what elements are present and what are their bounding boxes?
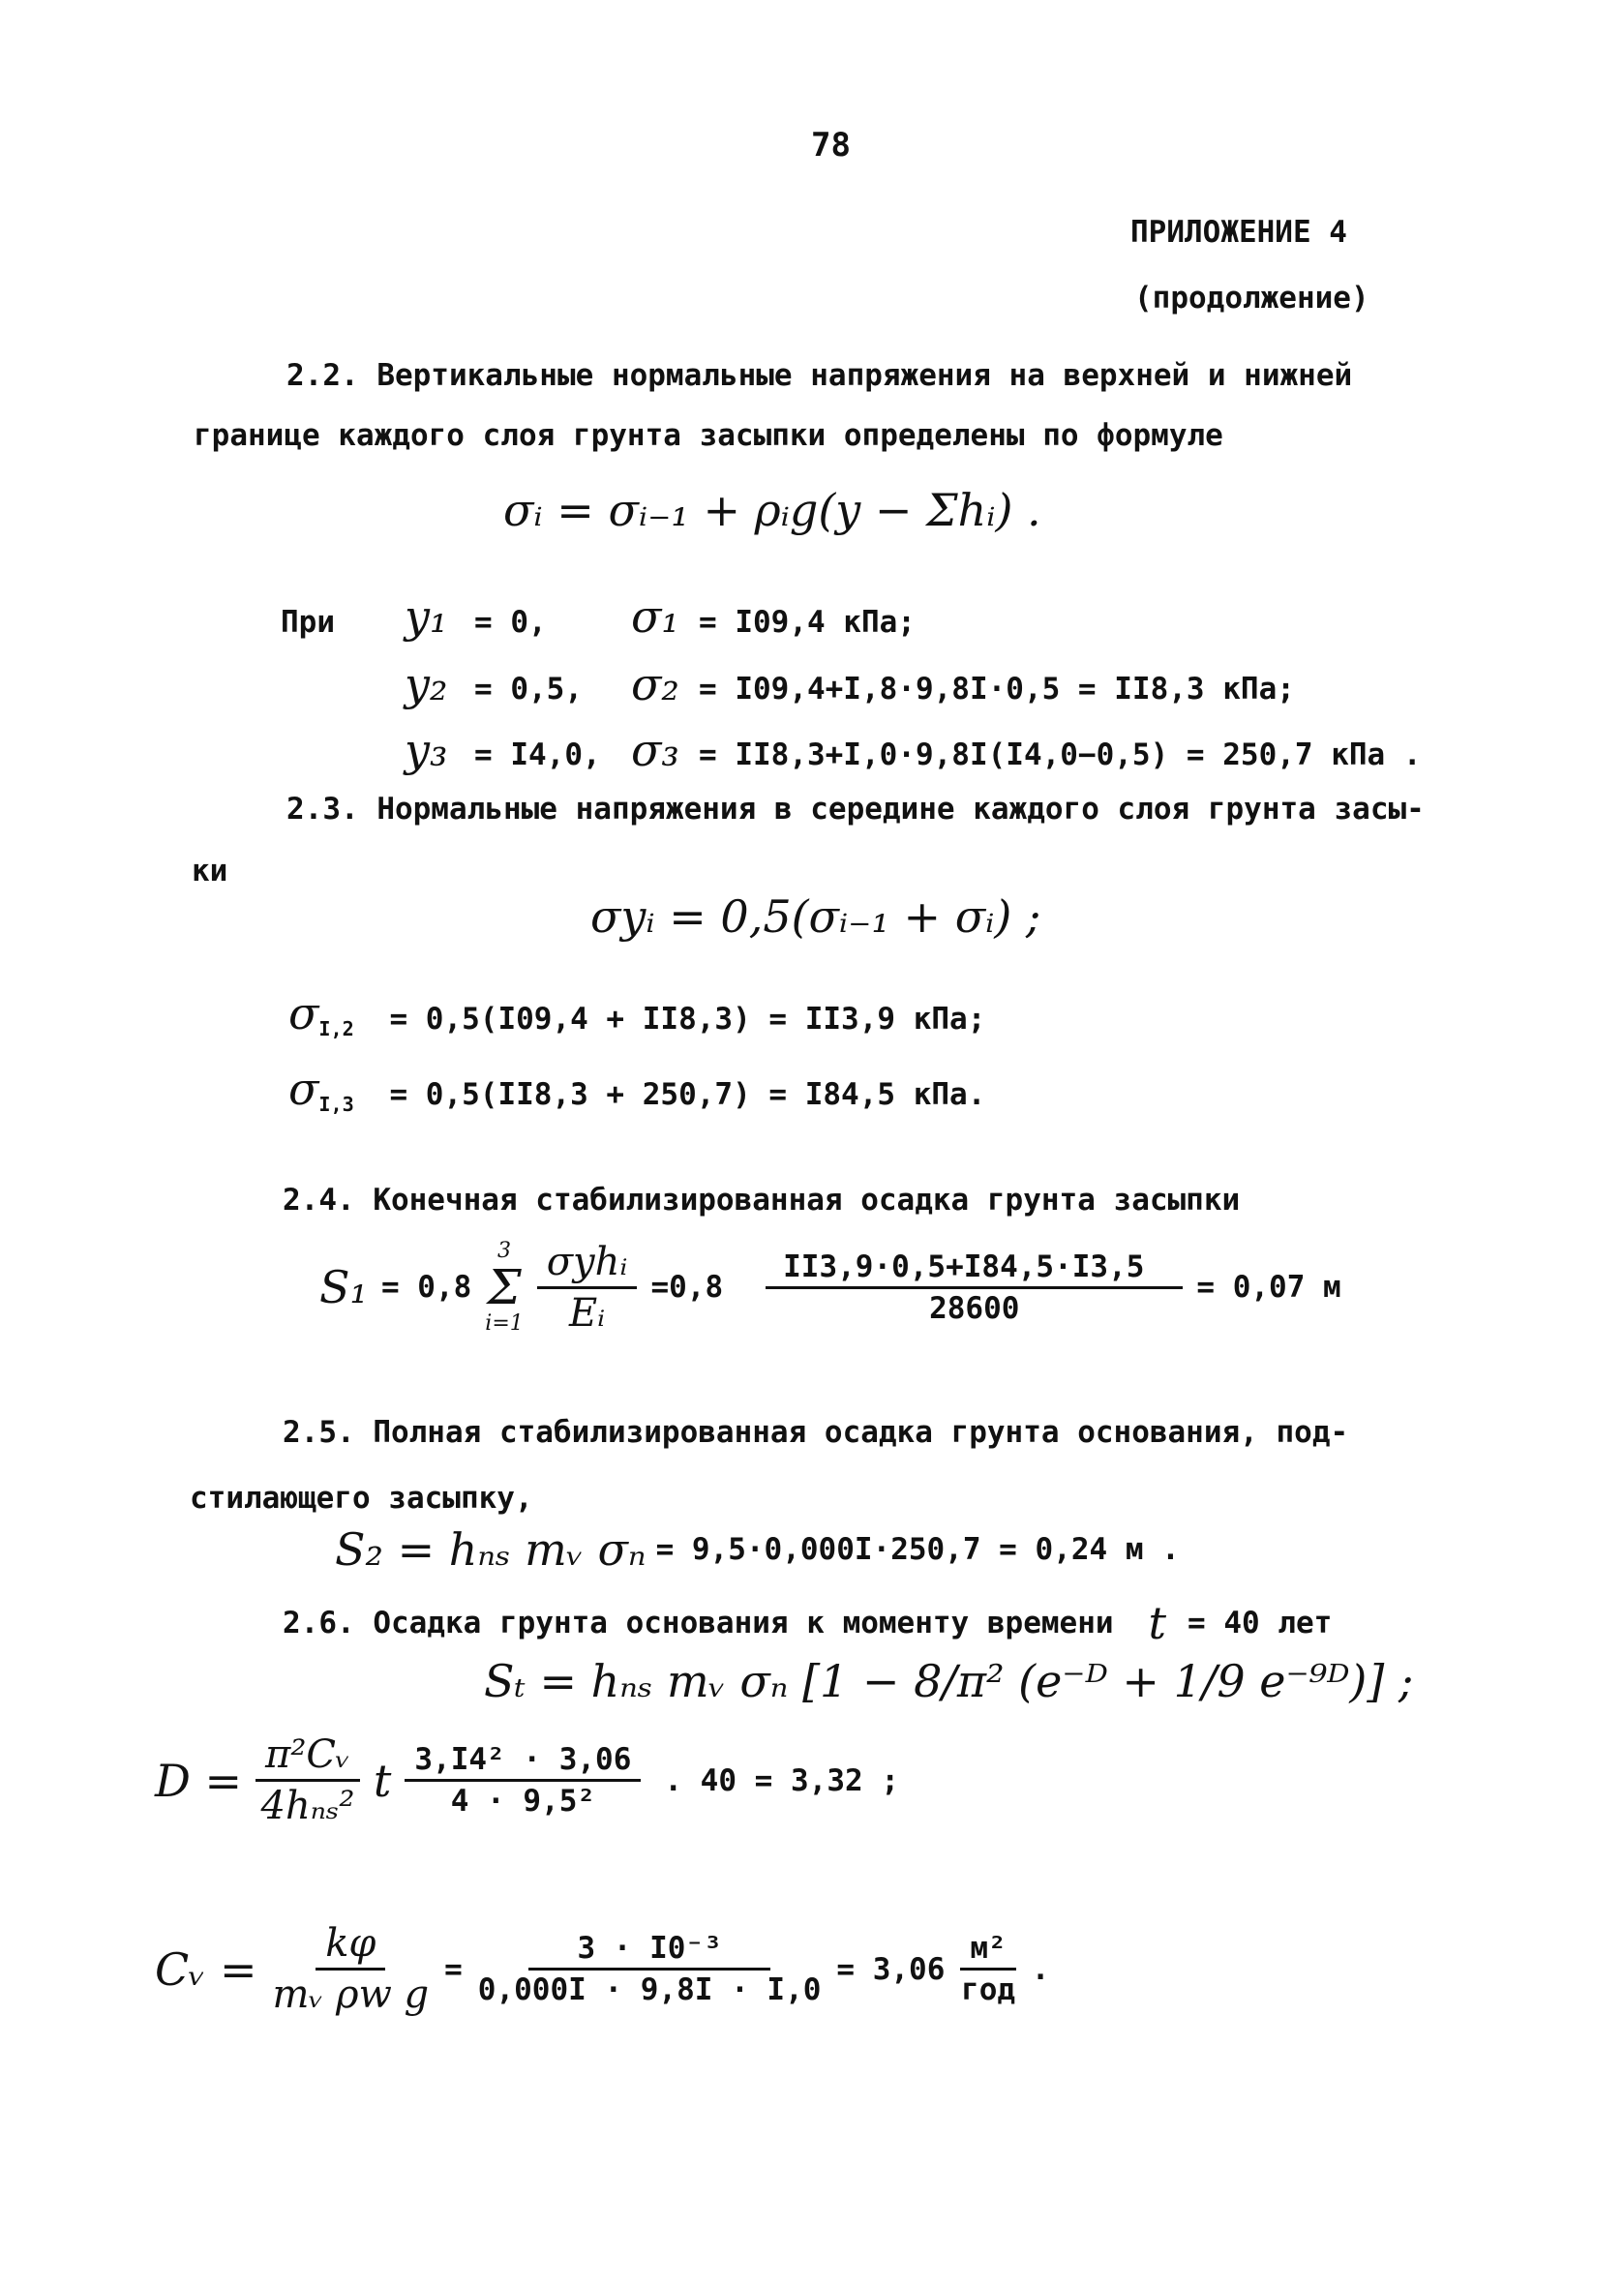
- y-value: = 0,5,: [474, 672, 583, 707]
- fraction-denominator: 4 · 9,5²: [450, 1784, 596, 1819]
- section-2-5-line1: 2.5. Полная стабилизированная осадка грунта основания, под-: [283, 1415, 1349, 1450]
- sum-symbol: Σ: [487, 1259, 522, 1315]
- cv-formula: [155, 1921, 1049, 2017]
- section-2-6-line1: [283, 1597, 1332, 1649]
- sum-operator: [485, 1239, 523, 1336]
- fraction-denominator: 0,000I · 9,8I · I,0: [477, 1972, 822, 2007]
- page-number: 78: [811, 126, 851, 165]
- cv-symbolic-fraction: [273, 1921, 430, 2017]
- sigma-value: = II8,3+I,0·9,8I(I4,0−0,5) = 250,7 кПа .: [699, 737, 1422, 772]
- formula-symbolic: S₂ = hₙₛ mᵥ σₙ: [335, 1523, 647, 1576]
- sigma-symbol: σ₁: [631, 590, 679, 643]
- settlement-fill-formula: [319, 1239, 1341, 1336]
- section-2-6-text: 2.6. Осадка грунта основания к моменту времени: [283, 1606, 1114, 1640]
- base-settlement-formula: [335, 1523, 1180, 1576]
- fraction-numerator: 3,I4² · 3,06: [405, 1742, 641, 1782]
- cv-numeric-fraction: [478, 1931, 822, 2007]
- unit-numerator: м²: [960, 1931, 1015, 1971]
- s1-symbol: S₁: [319, 1261, 368, 1313]
- cv-end: .: [1031, 1951, 1050, 1987]
- unit-denominator: год: [961, 1972, 1016, 2007]
- settlement-result: = 0,07 м: [1196, 1270, 1341, 1305]
- formula-numeric: = 9,5·0,000I·250,7 = 0,24 м .: [655, 1532, 1180, 1567]
- formula-sigma-i: σᵢ = σᵢ₋₁ + ρᵢg(y − Σhᵢ) .: [503, 484, 1041, 536]
- cv-symbol: Cᵥ =: [155, 1942, 257, 1996]
- y-symbol: y₁: [405, 590, 448, 643]
- t-value: = 40 лет: [1188, 1606, 1333, 1640]
- appendix-title: ПРИЛОЖЕНИЕ 4: [1130, 215, 1347, 250]
- sigma-symbol: σ₃: [631, 724, 679, 776]
- section-2-4-line1: 2.4. Конечная стабилизированная осадка грунта засыпки: [283, 1183, 1241, 1218]
- y-value: = I4,0,: [474, 737, 601, 772]
- y-symbol: y₂: [405, 658, 448, 710]
- fraction-numerator: II3,9·0,5+I84,5·I3,5: [766, 1249, 1183, 1289]
- section-2-2-line1: 2.2. Вертикальные нормальные напряжения на верхней и нижней: [286, 358, 1353, 393]
- fraction-denominator: Eᵢ: [568, 1290, 606, 1336]
- fraction-numerator: kφ: [316, 1921, 385, 1971]
- label-pri: При: [281, 605, 335, 640]
- sigma-symbol: σ: [288, 987, 319, 1039]
- d-formula: [155, 1732, 899, 1828]
- formula-sigma-mid: σyᵢ = 0,5(σᵢ₋₁ + σᵢ) ;: [590, 890, 1041, 943]
- sigma-symbol: σ₂: [631, 658, 679, 710]
- sigma-symbol: σ: [288, 1063, 319, 1115]
- section-2-3-line2: ки: [192, 854, 228, 888]
- sigma-value: = I09,4 кПа;: [699, 605, 916, 640]
- d-numeric-fraction: [405, 1742, 641, 1819]
- sigma-subscript: I,2: [318, 1017, 354, 1041]
- numeric-fraction: [766, 1249, 1183, 1326]
- d-t-symbol: t: [373, 1754, 392, 1807]
- fraction-denominator: mᵥ ρw g: [272, 1972, 430, 2017]
- sigma-1-2-row: [288, 987, 985, 1040]
- y-value: = 0,: [474, 605, 547, 640]
- section-2-2-line2: границе каждого слоя грунта засыпки определены по формуле: [194, 418, 1223, 453]
- sigma-1-3-row: [288, 1063, 985, 1116]
- d-symbolic-fraction: [256, 1732, 360, 1828]
- d-symbol: D =: [155, 1754, 243, 1807]
- section-2-5-line2: стилающего засыпку,: [190, 1481, 533, 1516]
- sigma-value: = 0,5(I09,4 + II8,3) = II3,9 кПа;: [389, 1002, 986, 1037]
- d-result: . 40 = 3,32 ;: [664, 1762, 899, 1798]
- sigma-value: = I09,4+I,8·9,8I·0,5 = II8,3 кПа;: [699, 672, 1295, 707]
- formula-settlement-time: Sₜ = hₙₛ mᵥ σₙ [1 − 8/π² (e⁻ᴰ + 1/9 e⁻⁹ᴰ)] ;: [484, 1655, 1414, 1707]
- fraction-denominator: 28600: [929, 1290, 1020, 1326]
- sigma-subscript: I,3: [318, 1093, 354, 1117]
- mid-coefficient: =0,8: [650, 1270, 724, 1305]
- y-symbol: y₃: [405, 724, 448, 776]
- cv-result: = 3,06: [836, 1951, 946, 1987]
- fraction-numerator: 3 · I0⁻³: [528, 1931, 769, 1971]
- sigma-value: = 0,5(II8,3 + 250,7) = I84,5 кПа.: [389, 1077, 986, 1112]
- section-2-3-line1: 2.3. Нормальные напряжения в середине каждого слоя грунта засы-: [286, 792, 1425, 827]
- fraction-numerator: π²Cᵥ: [256, 1732, 360, 1782]
- t-symbol: t: [1148, 1597, 1167, 1649]
- sum-lower-limit: i=1: [485, 1311, 524, 1336]
- symbolic-fraction: [537, 1240, 638, 1336]
- equals-sign: =: [444, 1951, 463, 1987]
- cv-unit: [960, 1931, 1015, 2007]
- sum-upper-limit: 3: [497, 1239, 512, 1263]
- coefficient: = 0,8: [380, 1270, 472, 1305]
- fraction-numerator: σyhᵢ: [537, 1240, 638, 1289]
- fraction-denominator: 4hₙₛ²: [260, 1784, 355, 1828]
- appendix-continued: (продолжение): [1134, 281, 1369, 316]
